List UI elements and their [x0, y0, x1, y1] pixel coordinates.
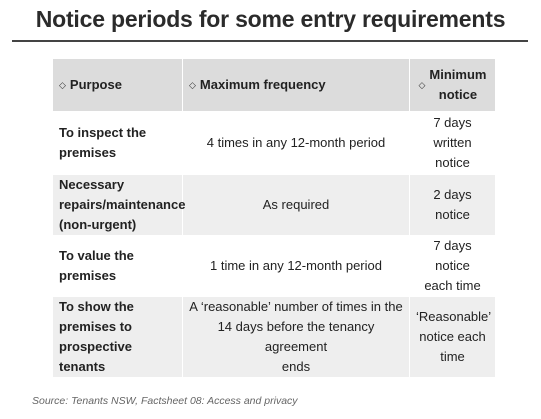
cell-notice: 7 days written notice [410, 112, 496, 175]
sort-updown-icon: ◇ [418, 79, 426, 90]
sort-updown-icon: ◇ [189, 80, 196, 91]
notice-periods-table [52, 58, 496, 378]
table-row [53, 297, 496, 378]
cell-frequency: A ‘reasonable’ number of times in the 14 days before the tenancy agreement ends [183, 297, 410, 378]
sort-updown-icon: ◇ [59, 80, 66, 91]
cell-purpose: To show the premises to prospective tenants [53, 297, 183, 378]
table-header-row [53, 59, 496, 112]
column-header-label: notice [438, 87, 478, 102]
source-caption: Source: Tenants NSW, Factsheet 08: Access and privacy [32, 395, 298, 407]
title-divider [12, 40, 528, 42]
cell-purpose: To value the premises [53, 236, 183, 297]
column-header-label: Minimum [429, 67, 487, 82]
cell-notice: 7 days notice each time [410, 236, 496, 297]
cell-purpose: To inspect the premises [53, 112, 183, 175]
cell-frequency: 1 time in any 12-month period [183, 236, 410, 297]
column-header-label: Purpose [69, 77, 122, 92]
table-row [53, 112, 496, 175]
page-title: Notice periods for some entry requirements [35, 6, 506, 32]
table-row [53, 175, 496, 236]
cell-notice: ‘Reasonable’ notice each time [410, 297, 496, 378]
column-header-purpose[interactable] [53, 59, 183, 112]
column-header-label: Maximum frequency [199, 77, 326, 92]
column-header-minimum-notice[interactable] [410, 59, 496, 112]
cell-purpose: Necessary repairs/maintenance (non-urgent) [53, 175, 183, 236]
column-header-maximum-frequency[interactable] [183, 59, 410, 112]
cell-notice: 2 days notice [410, 175, 496, 236]
table-row [53, 236, 496, 297]
cell-frequency: As required [183, 175, 410, 236]
cell-frequency: 4 times in any 12-month period [183, 112, 410, 175]
